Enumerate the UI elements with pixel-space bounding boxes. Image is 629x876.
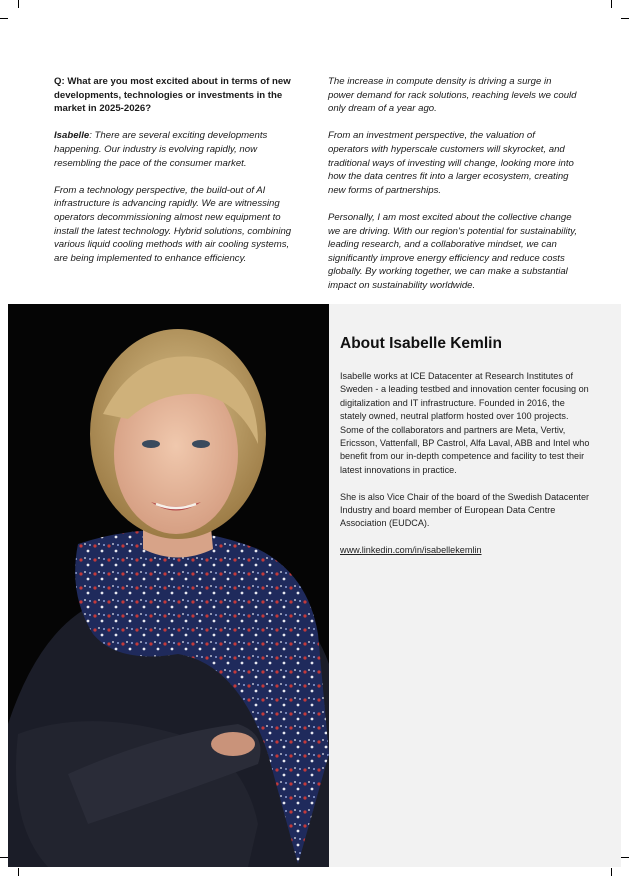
left-column (54, 75, 300, 279)
about-title: About Isabelle Kemlin (340, 335, 502, 352)
crop-mark (0, 857, 8, 858)
linkedin-link[interactable]: www.linkedin.com/in/isabellekemlin (340, 545, 482, 556)
answer-paragraph: From a technology perspective, the build-out of AI infrastructure is advancing rapidly. We are witnessing operators decommissioning almost new equipment to install the latest technology. Hybrid solutions, combining various liquid cooling methods with air cooling systems, are being implemented to enhance efficiency. (54, 184, 292, 264)
interview-question: Q: What are you most excited about in terms of new developments, technologies or investments in the market in 2025-2026? (54, 76, 291, 115)
crop-mark (18, 868, 19, 876)
crop-mark (621, 18, 629, 19)
about-paragraph: Isabelle works at ICE Datacenter at Research Institutes of Sweden - a leading testbed and innovation center focusing on digitalization and IT infrastructure. Founded in 2016, the stately owned, neutral platform hosted over 100 projects. Some of the collaborators and partners are Meta, Vertiv, Ericsson, Vattenfall, BP Castrol, Alfa Laval, ABB and Intel who benefit from our in-depth competence and facility to test their latest innovations in practice. (340, 371, 590, 475)
answer-speaker: Isabelle (54, 130, 90, 142)
about-panel (329, 304, 621, 867)
answer-paragraph: The increase in compute density is driving a surge in power demand for rack solutions, reaching levels we could only dream of a year ago. (328, 76, 577, 115)
right-column (328, 75, 578, 306)
crop-mark (0, 18, 8, 19)
portrait-photo (8, 304, 329, 867)
crop-mark (611, 0, 612, 8)
crop-mark (621, 857, 629, 858)
about-paragraph: She is also Vice Chair of the board of the Swedish Datacenter Industry and board member of European Data Centre Association (EUDCA). (340, 491, 590, 529)
answer-paragraph: Isabelle: There are several exciting developments happening. Our industry is evolving rapidly, now resembling the pace of the consumer market. (54, 130, 268, 169)
crop-mark (18, 0, 19, 8)
crop-mark (611, 868, 612, 876)
about-body (340, 370, 592, 571)
portrait-illustration (8, 304, 329, 867)
answer-paragraph: From an investment perspective, the valuation of operators with hyperscale customers will skyrocket, and traditional ways of investing will change, looking more into how the data centres fit into a larger ecosystem, creating new forms of partnerships. (328, 130, 574, 196)
answer-paragraph: Personally, I am most excited about the collective change we are driving. With our region's potential for sustainability, leading research, and a collaborative mindset, we can significantly improve energy efficiency and reduce costs globally. By working together, we can make a substantial impact on sustainability worldwide. (328, 211, 577, 291)
